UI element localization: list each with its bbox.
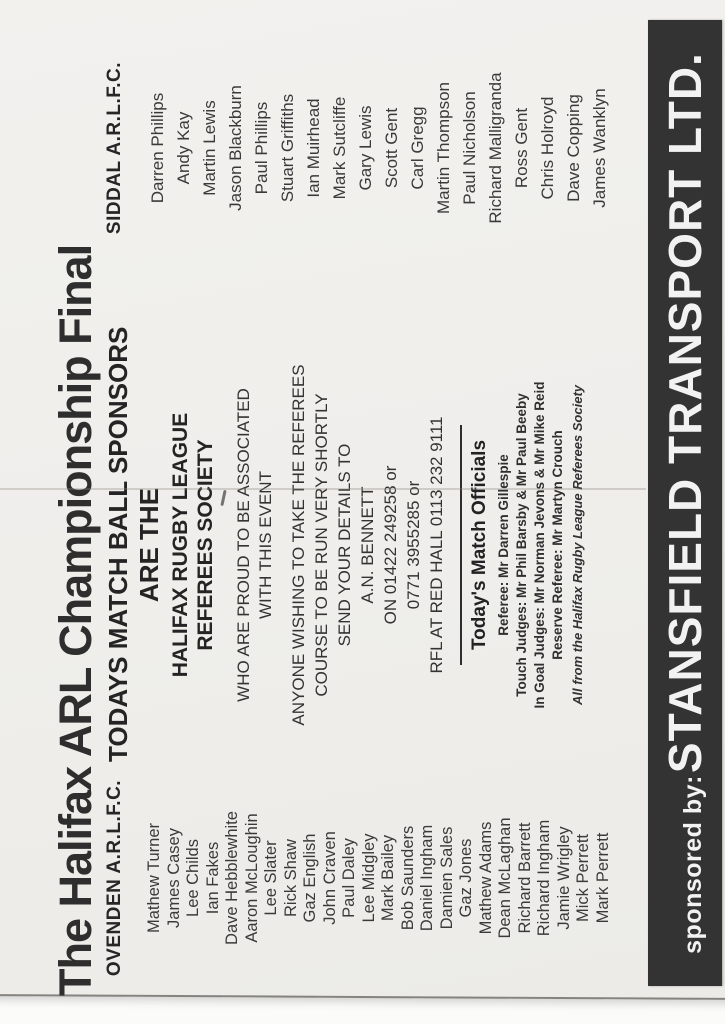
page-title: The Halifax ARL Championship Final bbox=[50, 244, 101, 996]
match-officials-list bbox=[495, 328, 567, 762]
team-column-ovenden bbox=[103, 760, 613, 996]
player-name: Darren Phillips bbox=[148, 92, 167, 204]
player-name: Chris Holroyd bbox=[538, 96, 557, 200]
player-name: Richard Malligranda bbox=[486, 72, 505, 224]
player-name: Jamie Wrigley bbox=[554, 826, 573, 930]
officials-heading: Today's Match Officials bbox=[469, 439, 490, 651]
player-name: Scott Gent bbox=[382, 107, 401, 189]
sponsor-bar bbox=[648, 20, 722, 986]
sponsor-bar-prefix: sponsored by: bbox=[679, 775, 707, 954]
player-name: Jason Blackburn bbox=[226, 85, 245, 211]
player-name: Martin Lewis bbox=[200, 100, 219, 196]
player-name: James Casey bbox=[164, 828, 183, 928]
section-divider-line bbox=[460, 425, 462, 665]
player-name: Ian Fakes bbox=[203, 841, 222, 915]
official-line: Touch Judges: Mr Phil Barsby & Mr Paul Beeby bbox=[514, 393, 529, 697]
sponsor-headline-line: TODAYS MATCH BALL SPONSORS bbox=[103, 326, 133, 762]
player-name: Mark Bailey bbox=[379, 834, 397, 922]
recruitment-line: RFL AT RED HALL 0113 232 9111 bbox=[427, 416, 446, 674]
player-name: Gary Lewis bbox=[356, 105, 375, 191]
player-name: Ross Gent bbox=[512, 107, 531, 189]
player-name: Gaz Jones bbox=[457, 838, 475, 918]
player-name: Ian Muirhead bbox=[304, 98, 323, 198]
player-name: Martin Thompson bbox=[434, 82, 453, 214]
siddal-player-list bbox=[145, 32, 613, 264]
recruitment-line: 0771 3955285 or bbox=[404, 480, 423, 610]
player-name: James Wanklyn bbox=[590, 88, 609, 208]
player-name: Bob Saunders bbox=[398, 825, 417, 931]
sponsor-proud-line: WITH THIS EVENT bbox=[256, 471, 275, 619]
team-header-siddal: SIDDAL A.R.L.F.C. bbox=[104, 61, 125, 235]
player-name: Richard Barrett bbox=[515, 822, 534, 934]
player-name: Dave Hebblewhite bbox=[223, 811, 241, 945]
sponsor-proud-text bbox=[233, 328, 277, 762]
player-name: Damien Sales bbox=[437, 826, 456, 930]
player-name: Stuart Griffiths bbox=[278, 93, 297, 203]
paper-fold-line bbox=[0, 488, 646, 490]
player-name: Paul Phillips bbox=[252, 101, 271, 195]
sponsor-proud-line: WHO ARE PROUD TO BE ASSOCIATED bbox=[234, 388, 253, 702]
player-name: Lee Slater bbox=[262, 840, 280, 916]
player-name: Dave Copping bbox=[564, 94, 583, 202]
sponsor-society-line: REFEREES SOCIETY bbox=[194, 439, 217, 651]
sponsor-bar-company: STANSFIELD TRANSPORT LTD. bbox=[659, 52, 711, 774]
player-name: John Craven bbox=[320, 831, 339, 925]
team-column-siddal bbox=[103, 32, 613, 264]
official-line: Referee: Mr Darren Gillespie bbox=[496, 454, 511, 636]
official-line: In Goal Judges: Mr Norman Jevons & Mr Mike Reid bbox=[532, 381, 547, 709]
player-name: Paul Daley bbox=[340, 838, 358, 918]
referee-recruitment-text bbox=[287, 328, 448, 762]
player-name: Mathew Turner bbox=[145, 822, 163, 934]
sponsor-society bbox=[168, 328, 218, 762]
player-name: Mathew Adams bbox=[476, 821, 495, 935]
player-name: Richard Ingham bbox=[535, 819, 553, 937]
player-name: Paul Nicholson bbox=[460, 91, 479, 205]
player-name: Andy Kay bbox=[174, 111, 193, 185]
player-name: Carl Gregg bbox=[408, 106, 427, 190]
sponsor-headline bbox=[103, 328, 165, 762]
recruitment-line: ON 01422 249258 or bbox=[381, 465, 400, 625]
recruitment-line: ANYONE WISHING TO TAKE THE REFEREES bbox=[289, 364, 308, 726]
team-header-ovenden: OVENDEN A.R.L.F.C. bbox=[104, 779, 125, 977]
player-name: Lee Childs bbox=[184, 839, 202, 917]
player-name: Gaz English bbox=[301, 833, 319, 923]
player-name: Mark Sutcliffe bbox=[330, 96, 349, 200]
player-name: Dean McLaghan bbox=[496, 817, 514, 939]
recruitment-line: SEND YOUR DETAILS TO bbox=[335, 443, 354, 647]
recruitment-line: A.N. BENNETT bbox=[358, 486, 377, 604]
player-name: Daniel Ingham bbox=[418, 824, 436, 932]
sponsor-society-line: HALIFAX RUGBY LEAGUE bbox=[169, 412, 192, 678]
ovenden-player-list bbox=[145, 760, 613, 996]
player-name: Rick Shaw bbox=[281, 839, 300, 917]
officials-footnote: All from the Halifax Rugby League Referees Society bbox=[570, 384, 585, 706]
official-line: Reserve Referee: Mr Martyn Crouch bbox=[550, 430, 565, 660]
player-name: Aaron McLoughin bbox=[242, 813, 261, 943]
player-name: Mark Perrett bbox=[593, 832, 612, 924]
match-ball-sponsors-section bbox=[103, 328, 585, 762]
player-name: Lee Midgley bbox=[359, 833, 378, 923]
sponsor-headline-line: ARE THE bbox=[134, 487, 164, 603]
recruitment-line: COURSE TO BE RUN VERY SHORTLY bbox=[312, 393, 331, 697]
player-name: Mick Perrett bbox=[574, 834, 592, 923]
